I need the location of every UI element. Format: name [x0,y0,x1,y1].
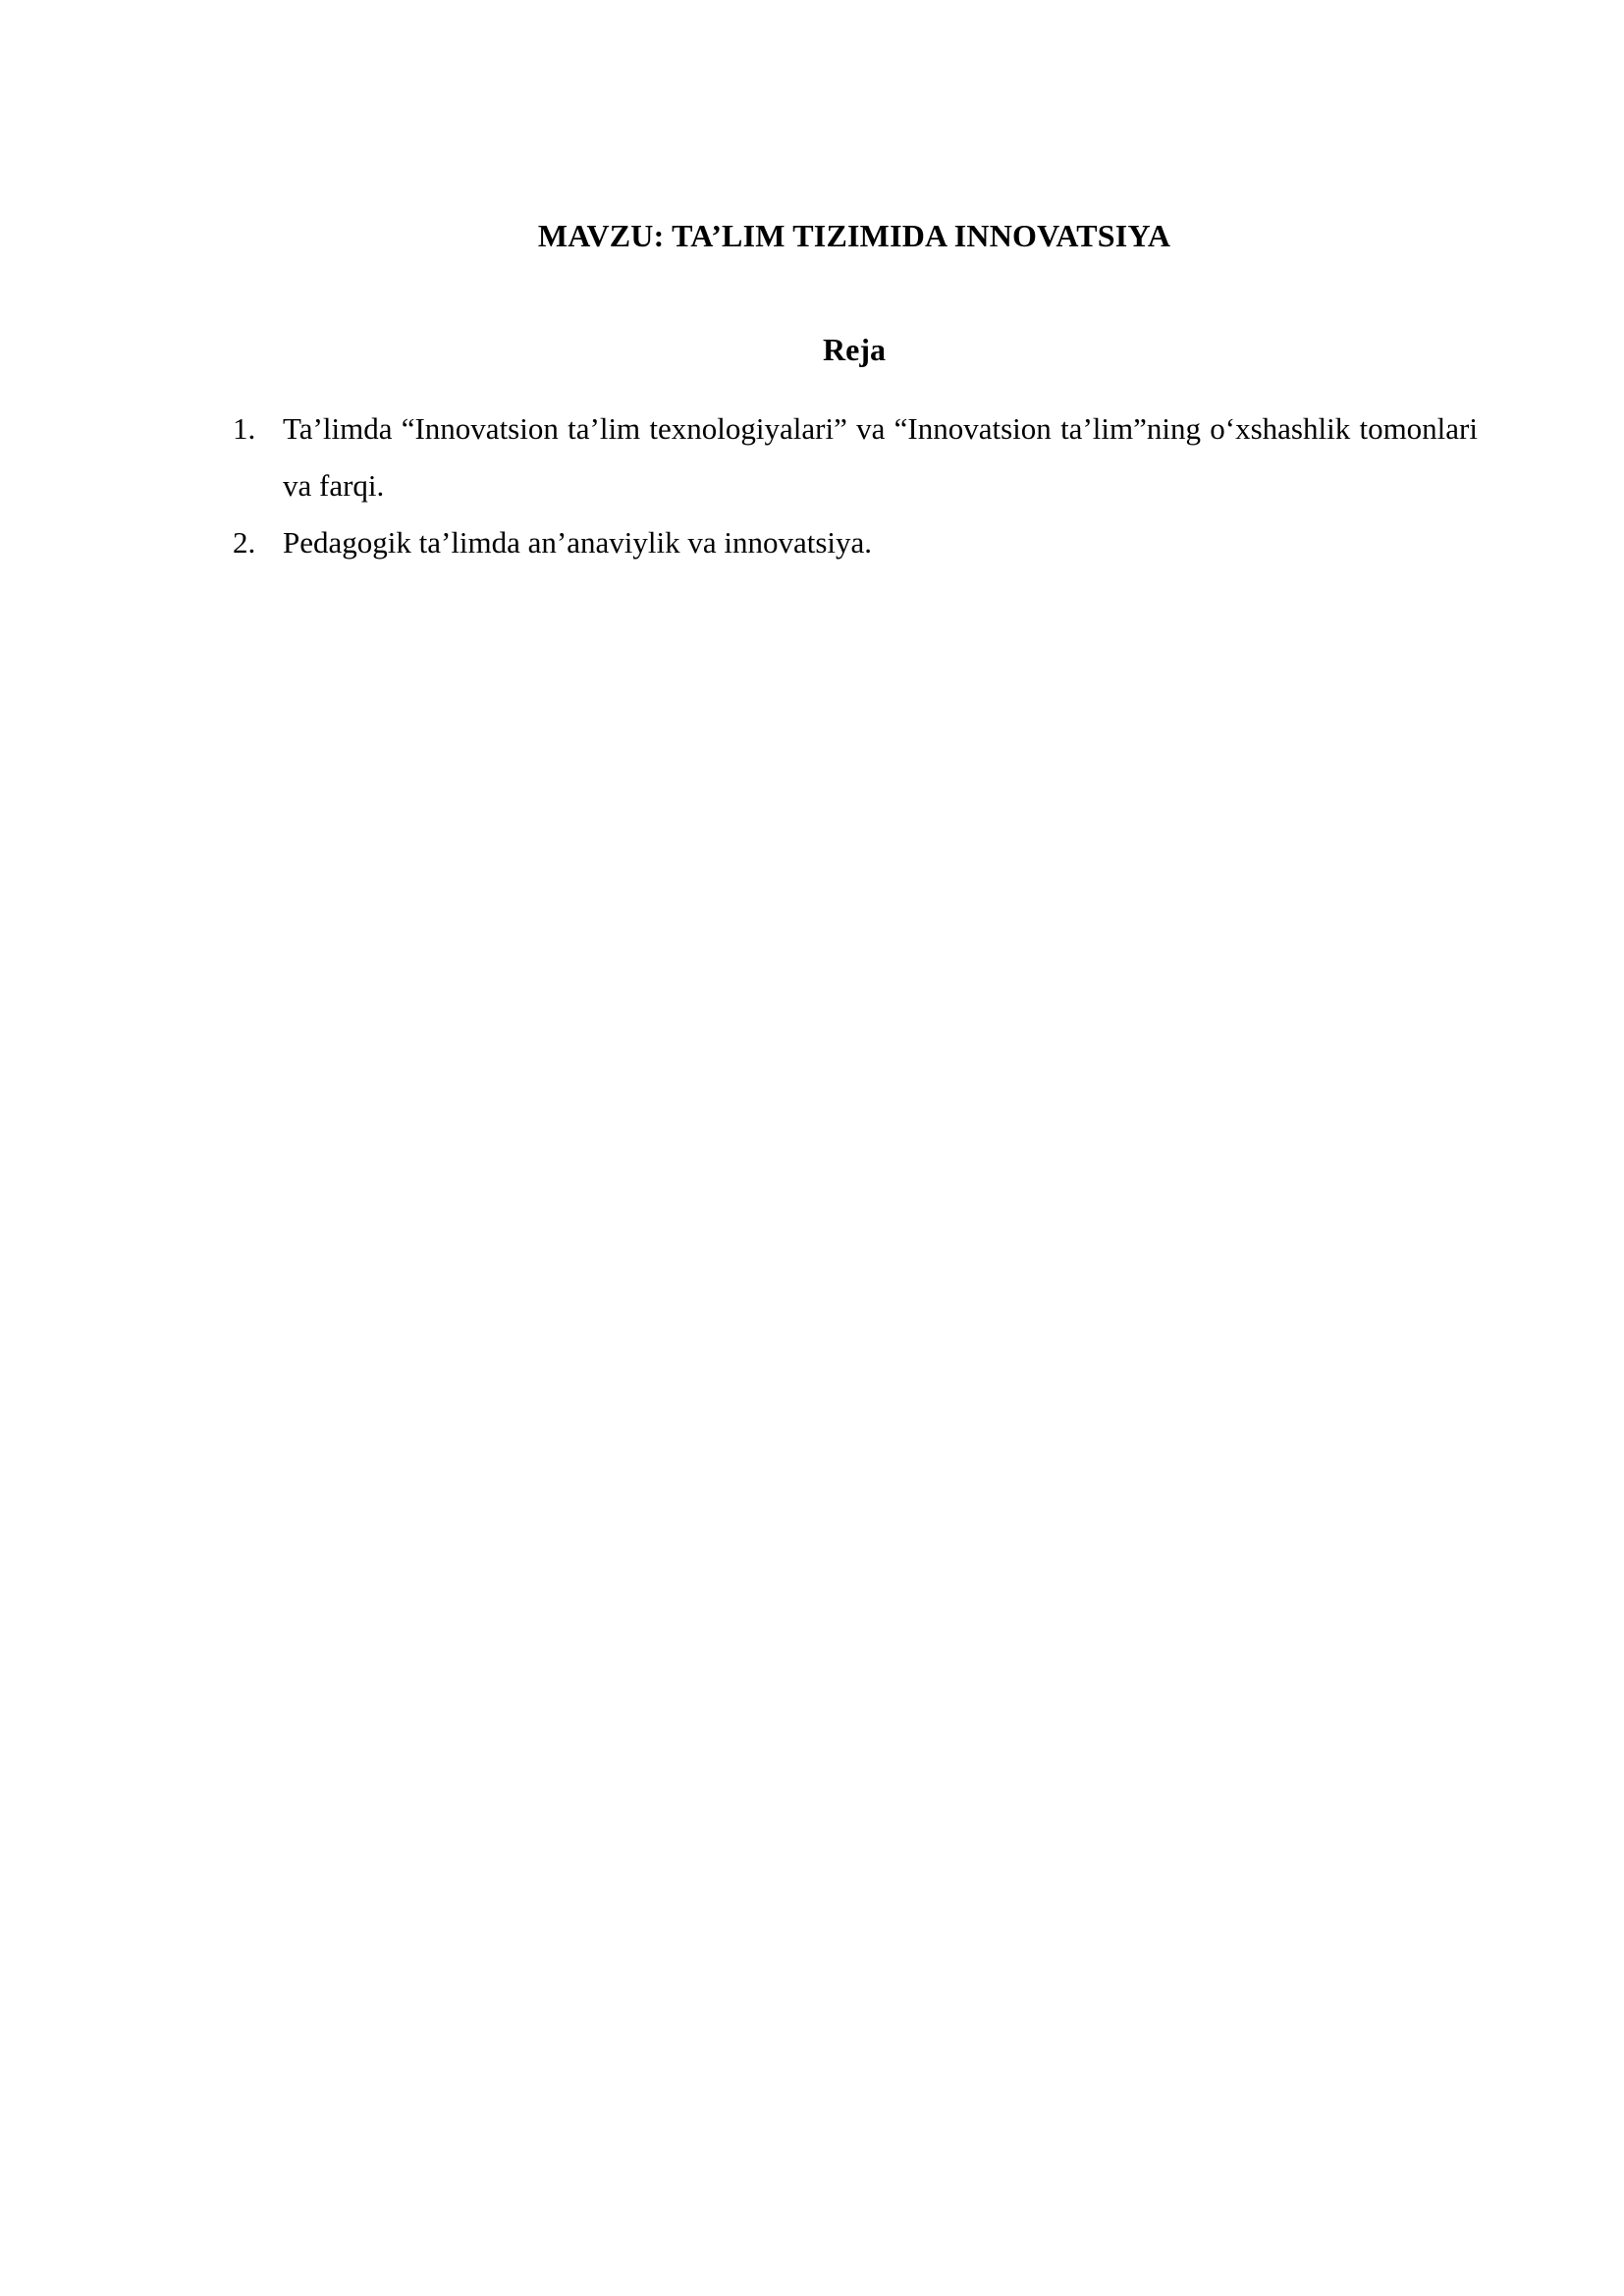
plan-item-text: Pedagogik ta’limda an’anaviylik va innovatsiya. [283,525,873,560]
plan-item-number: 1. [233,411,256,446]
plan-item-1 [233,400,1478,514]
plan-item-2 [233,514,1478,571]
plan-item-number: 2. [233,525,256,560]
plan-heading: Reja [823,332,886,367]
plan-list [233,400,1478,571]
plan-item-text: Ta’limda “Innovatsion ta’lim texnologiyalari” va “Innovatsion ta’lim”ning o‘xshashlik tomonlari va farqi. [283,411,1478,503]
document-title: MAVZU: TA’LIM TIZIMIDA INNOVATSIYA [537,218,1171,253]
